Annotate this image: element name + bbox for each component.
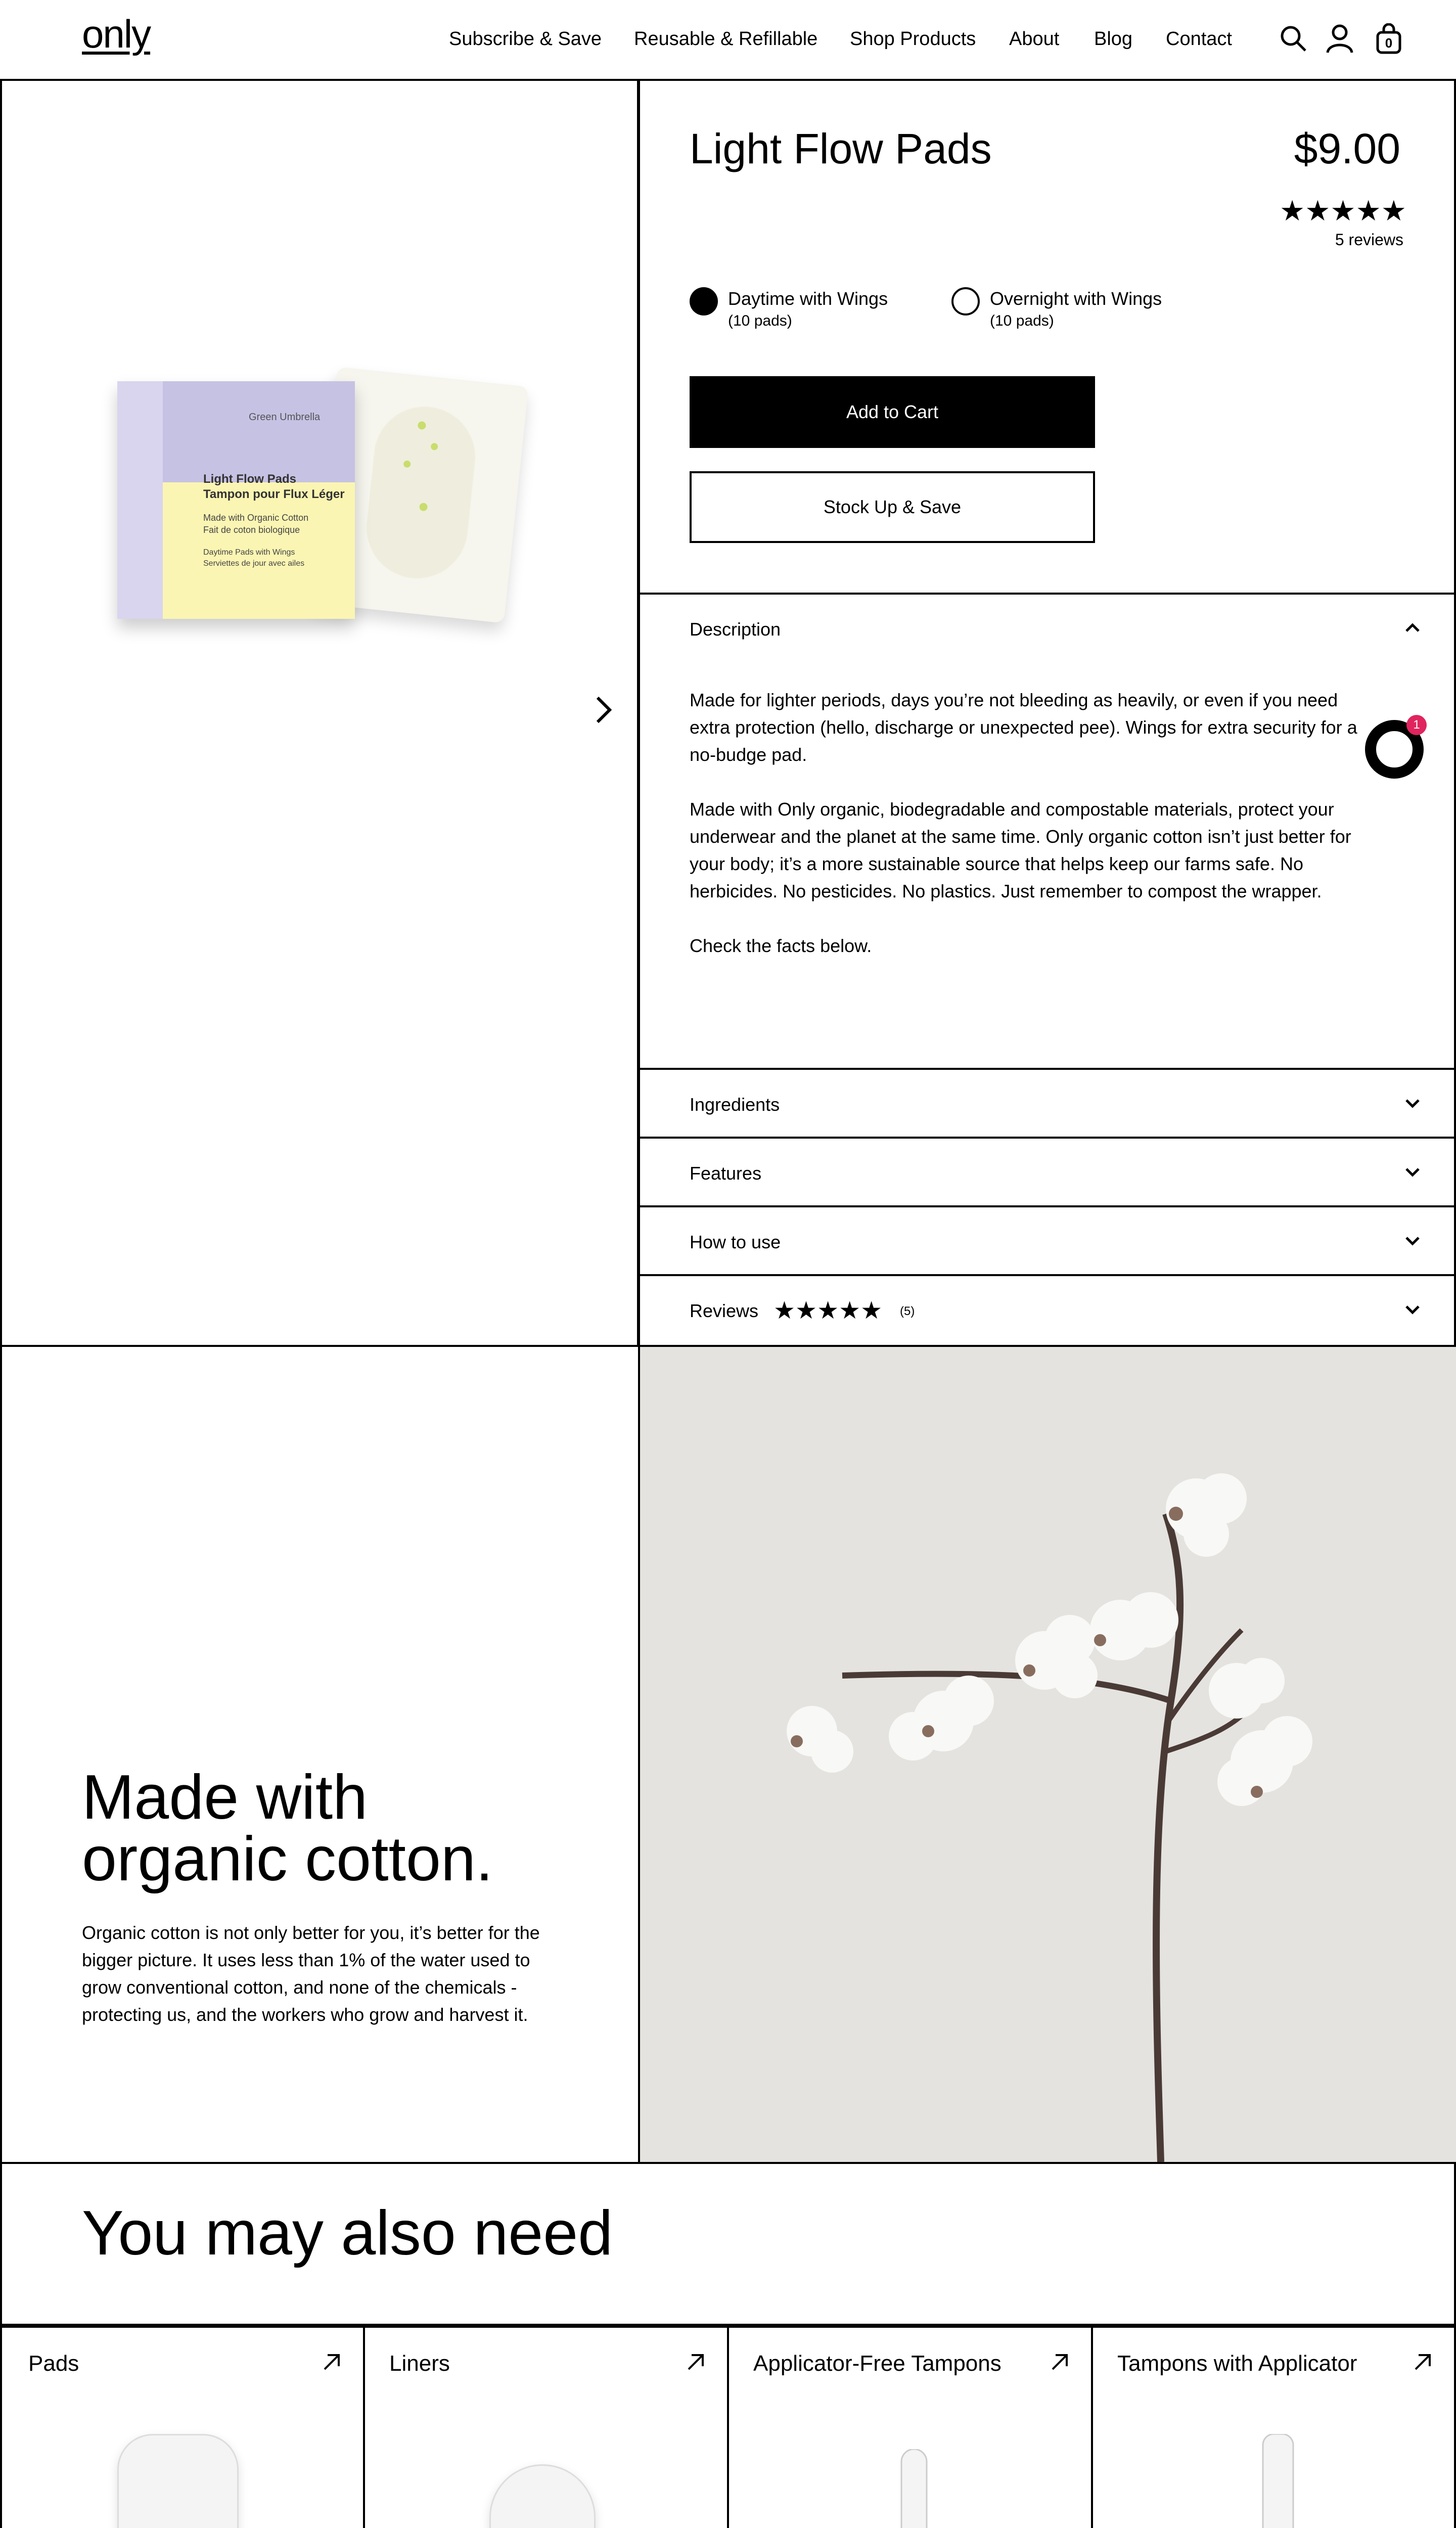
chevron-up-icon	[1404, 620, 1421, 636]
accordion-reviews-label: Reviews	[690, 1300, 759, 1321]
accordion-ingredients[interactable]	[638, 1068, 1456, 1138]
logo[interactable]: only	[82, 12, 151, 56]
nav-blog[interactable]: Blog	[1094, 28, 1133, 50]
chevron-down-icon	[1404, 1233, 1421, 1249]
product-title: Light Flow Pads	[690, 125, 992, 172]
cart-icon[interactable]	[1375, 23, 1402, 55]
rec-card-tampons-with-applicator[interactable]	[1091, 2326, 1456, 2528]
accordion-description-header[interactable]	[638, 593, 1456, 662]
arrow-up-right-icon	[686, 2352, 706, 2372]
rec-title: Applicator-Free Tampons	[753, 2351, 1002, 2376]
option-daytime-label[interactable]: Daytime with Wings	[728, 288, 888, 309]
accordion-description-label: Description	[690, 619, 781, 640]
chevron-down-icon	[1404, 1301, 1421, 1318]
option-overnight-radio[interactable]	[951, 287, 980, 315]
product-gallery	[0, 79, 639, 1347]
box-made-fr: Fait de coton biologique	[203, 525, 300, 535]
rating-stars: ★★★★★	[1279, 195, 1406, 227]
add-to-cart-button[interactable]: Add to Cart	[690, 376, 1095, 448]
cart-count: 0	[1385, 35, 1393, 51]
rec-title: Tampons with Applicator	[1117, 2351, 1357, 2376]
product-price: $9.00	[1294, 125, 1400, 172]
accordion-ingredients-label: Ingredients	[690, 1094, 780, 1115]
nav-contact[interactable]: Contact	[1166, 28, 1232, 50]
box-made: Made with Organic Cotton	[203, 513, 309, 523]
box-name-en: Light Flow Pads	[203, 472, 296, 486]
description-body	[690, 687, 1362, 987]
reviews-link[interactable]: 5 reviews	[1335, 231, 1403, 249]
rec-title: Pads	[28, 2351, 79, 2376]
accordion-reviews[interactable]	[638, 1274, 1456, 1347]
organic-cotton-section	[0, 1345, 1456, 2164]
accordion-features[interactable]	[638, 1137, 1456, 1206]
reviews-stars: ★★★★★	[774, 1297, 883, 1324]
nav-shop-products[interactable]: Shop Products	[850, 28, 976, 50]
chat-notification-badge: 1	[1406, 715, 1427, 735]
cotton-body: Organic cotton is not only better for you, it’s better for the bigger picture. It uses less than 1% of the water used to grow conventional cotton, and none of the chemicals - protecting us, and the workers who grow and harvest it.	[82, 1922, 540, 2025]
description-paragraph: Check the facts below.	[690, 935, 872, 956]
accordion-how-to-use[interactable]	[638, 1205, 1456, 1275]
tampon-image	[874, 2449, 954, 2528]
option-daytime-sub: (10 pads)	[728, 312, 792, 329]
reviews-count: (5)	[900, 1304, 915, 1318]
pad-image	[117, 2434, 239, 2528]
nav-about[interactable]: About	[1009, 28, 1060, 50]
box-brand: Green Umbrella	[249, 412, 321, 423]
next-image-arrow-icon[interactable]	[595, 695, 613, 725]
box-image	[117, 381, 355, 619]
cotton-heading-line1: Made with	[82, 1763, 368, 1832]
account-icon[interactable]	[1326, 23, 1354, 54]
rec-card-pads[interactable]	[0, 2326, 365, 2528]
stock-up-save-button[interactable]: Stock Up & Save	[690, 471, 1095, 543]
site-header	[0, 0, 1456, 81]
cotton-heading-line2: organic cotton.	[82, 1824, 493, 1894]
rec-card-applicator-free-tampons[interactable]	[727, 2326, 1093, 2528]
arrow-up-right-icon	[322, 2352, 342, 2372]
applicator-tampon-image	[1243, 2434, 1313, 2528]
product-image	[112, 356, 547, 639]
box-variant: Daytime Pads with Wings	[203, 548, 295, 557]
arrow-up-right-icon	[1413, 2352, 1433, 2372]
arrow-up-right-icon	[1050, 2352, 1070, 2372]
description-paragraph: Made for lighter periods, days you’re not bleeding as heavily, or even if you need extra protection (hello, discharge or unexpected pee). Wings for extra security for a no-budge pad.	[690, 690, 1357, 765]
rec-title: Liners	[389, 2351, 450, 2376]
rec-card-liners[interactable]	[363, 2326, 729, 2528]
description-paragraph: Made with Only organic, biodegradable and compostable materials, protect your underwear and the planet at the same time. Only organic cotton isn’t just better for your body; it’s a more sustainable source that helps keep our farms safe. No herbicides. No pesticides. No plastics. Just remember to compost the wrapper.	[690, 799, 1351, 901]
box-variant-fr: Serviettes de jour avec ailes	[203, 559, 305, 568]
liner-image	[489, 2464, 596, 2528]
option-daytime-radio[interactable]	[690, 287, 718, 315]
cotton-plant-image	[638, 1347, 1456, 2162]
box-name-fr: Tampon pour Flux Léger	[203, 487, 345, 501]
accordion-howto-label: How to use	[690, 1232, 781, 1252]
nav-reusable-refillable[interactable]: Reusable & Refillable	[634, 28, 818, 50]
option-overnight-sub: (10 pads)	[990, 312, 1054, 329]
chevron-down-icon	[1404, 1164, 1421, 1180]
cotton-heading	[82, 1763, 493, 1894]
option-overnight-label[interactable]: Overnight with Wings	[990, 288, 1162, 309]
chevron-down-icon	[1404, 1095, 1421, 1111]
accordion-features-label: Features	[690, 1163, 762, 1184]
recs-heading: You may also need	[82, 2198, 613, 2268]
search-icon[interactable]	[1279, 24, 1307, 53]
nav-subscribe-save[interactable]: Subscribe & Save	[449, 28, 602, 50]
